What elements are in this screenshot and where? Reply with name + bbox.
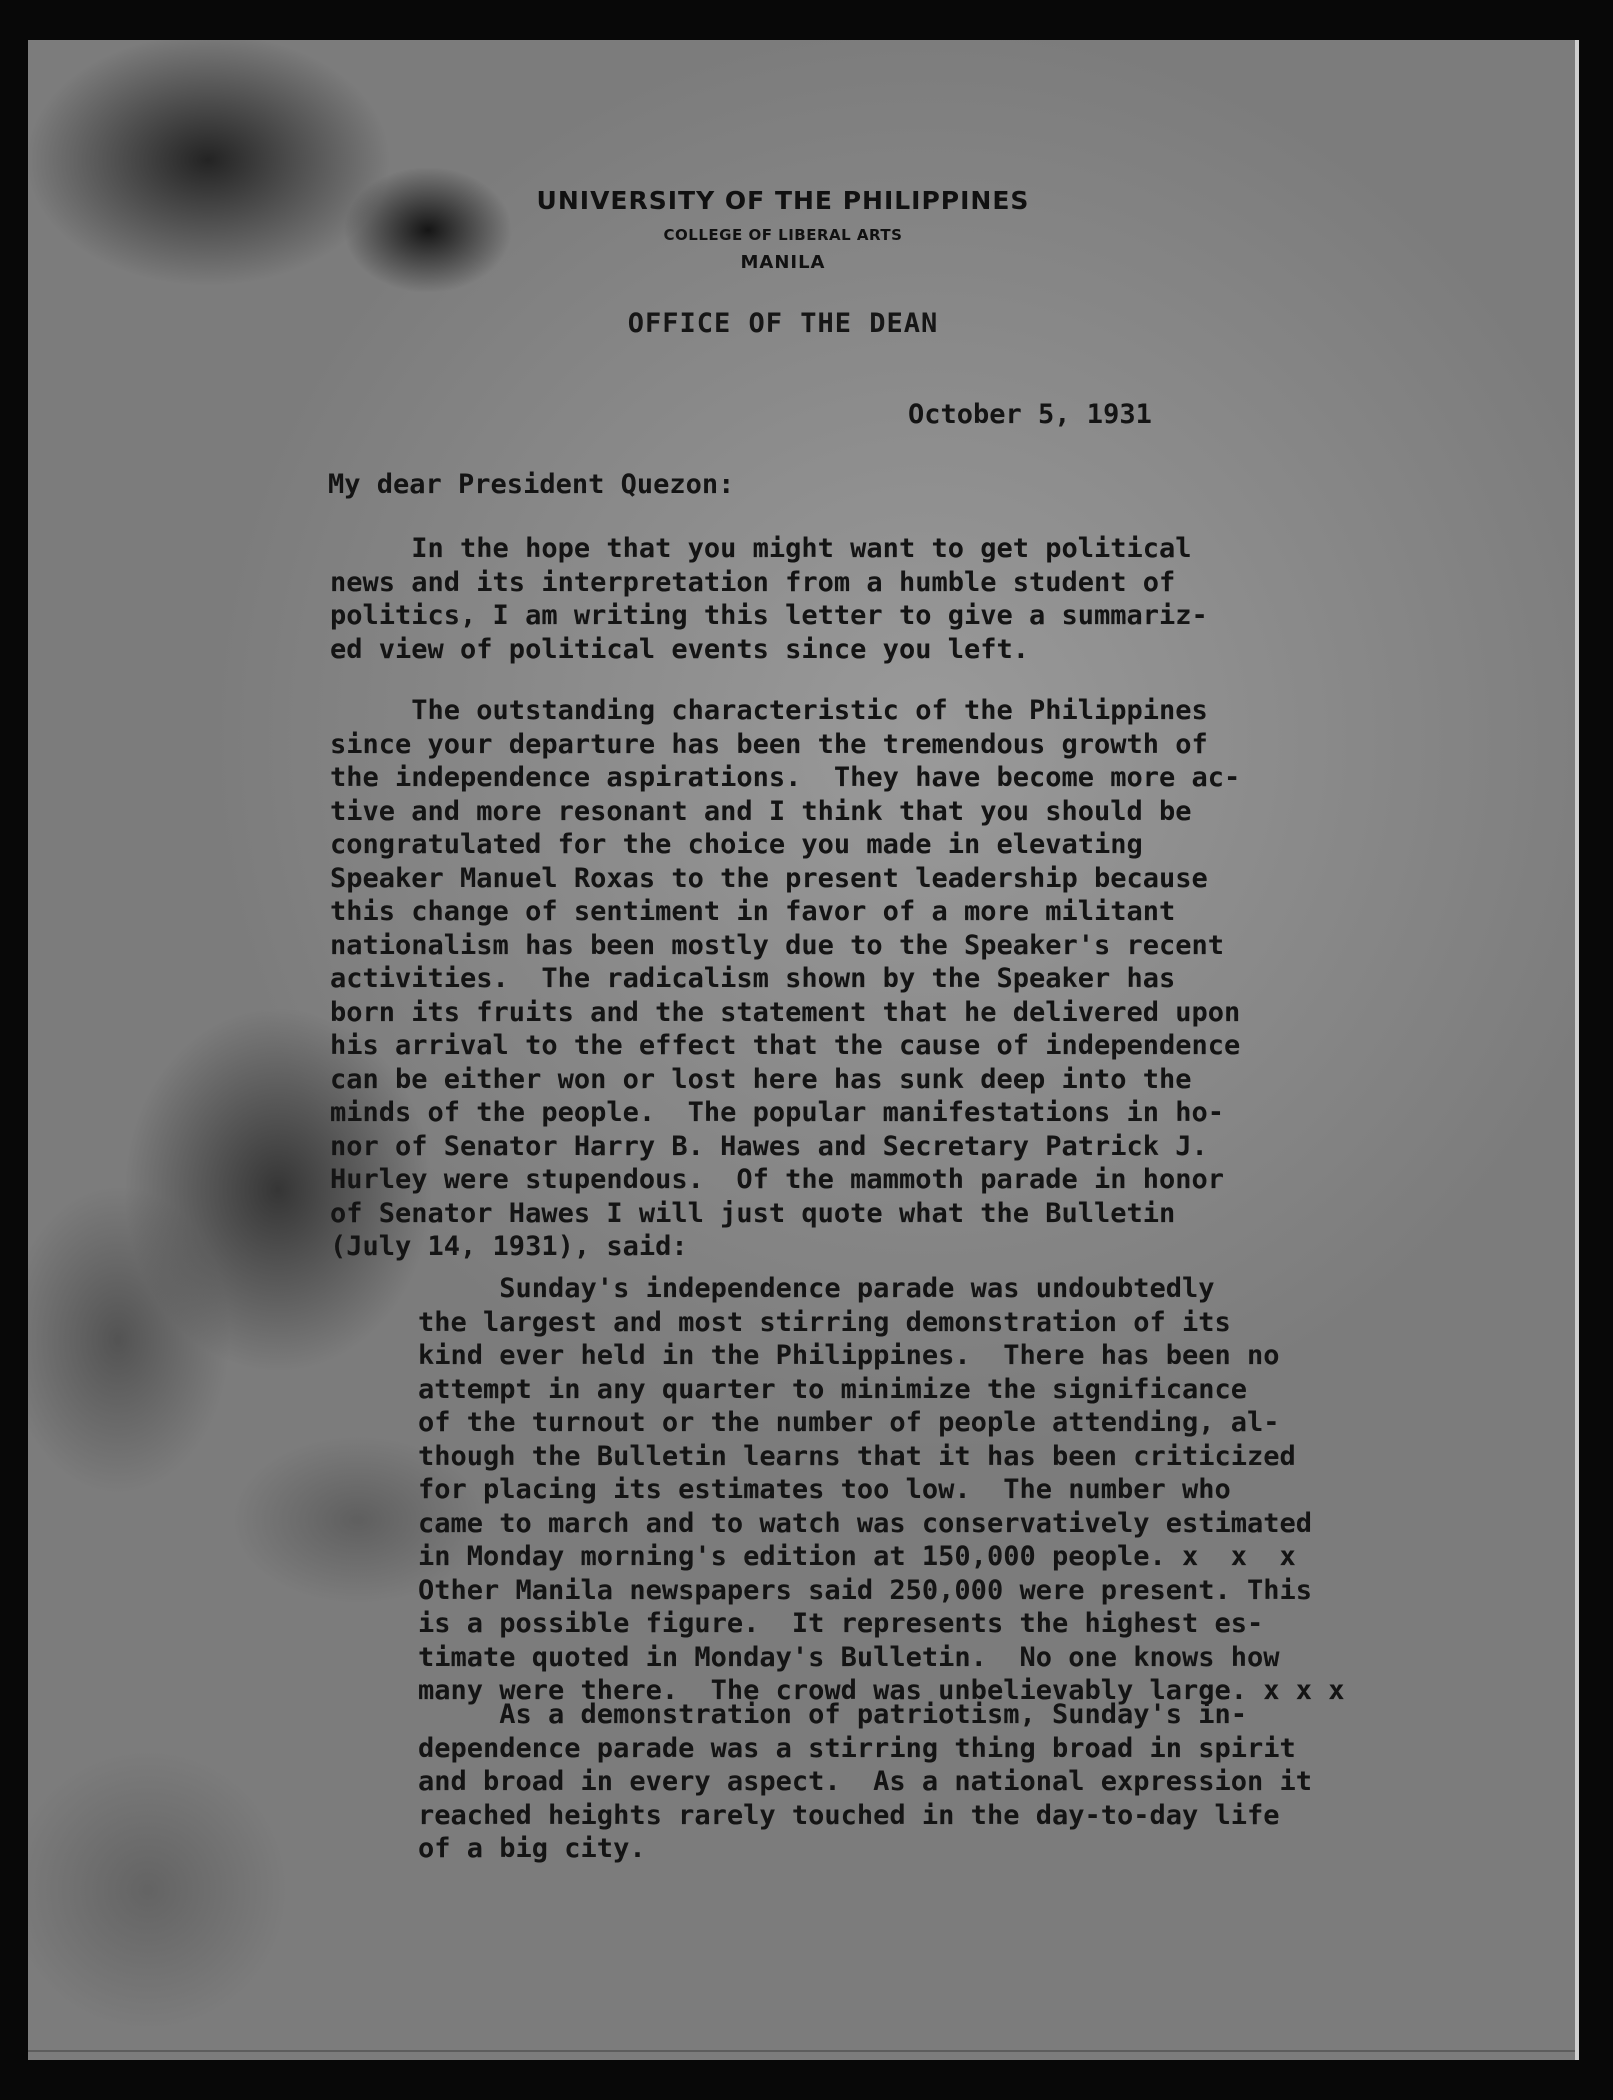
letterhead-institution: UNIVERSITY OF THE PHILIPPINES xyxy=(536,186,1030,215)
office-heading: OFFICE OF THE DEAN xyxy=(627,308,939,339)
quoted-paragraph-1: Sunday's independence parade was undoubtedly the largest and most stirring demonstration of its kind ever held in the Philippines. There has been no attempt in any quarter to minimize the significance of the turnout or the number of people attending, al- though the Bulletin learns that it has been criticized for placing its estimates too low. The number who came to march and to watch was conservatively estimated in Monday morning's edition at 150,000 people. x x x Other Manila newspapers said 250,000 were present. This is a possible figure. It represents the highest es- timate quoted in Monday's Bulletin. No one knows how many were there. The crowd was unbelievably large. x x x xyxy=(418,1273,1345,1706)
paragraph-1: In the hope that you might want to get political news and its interpretation from a humble student of politics, I am writing this letter to give a summariz- ed view of political events since you left. xyxy=(330,533,1208,665)
letterhead-city: MANILA xyxy=(740,252,826,273)
letter-page xyxy=(28,40,1579,2060)
letter-date: October 5, 1931 xyxy=(908,399,1152,430)
letterhead-college: COLLEGE OF LIBERAL ARTS xyxy=(663,226,903,244)
page-bottom-fold xyxy=(28,2050,1575,2052)
quoted-paragraph-2: As a demonstration of patriotism, Sunday's in- dependence parade was a stirring thing broad in spirit and broad in every aspect. As a national expression it reached heights rarely touched in the day-to-day life of a big city. xyxy=(418,1699,1313,1864)
paragraph-2: The outstanding characteristic of the Philippines since your departure has been the tremendous growth of the independence aspirations. They have become more ac- tive and more resonant and I think that you should be congratulated for the choice you made in elevating Speaker Manuel Roxas to the present leadership because this change of sentiment in favor of a more militant nationalism has been mostly due to the Speaker's recent activities. The radicalism shown by the Speaker has born its fruits and the statement that he delivered upon his arrival to the effect that the cause of independence can be either won or lost here has sunk deep into the minds of the people. The popular manifestations in ho- nor of Senator Harry B. Hawes and Secretary Patrick J. Hurley were stupendous. Of the mammoth parade in honor of Senator Hawes I will just quote what the Bulletin (July 14, 1931), said: xyxy=(330,695,1241,1262)
salutation: My dear President Quezon: xyxy=(328,469,735,500)
